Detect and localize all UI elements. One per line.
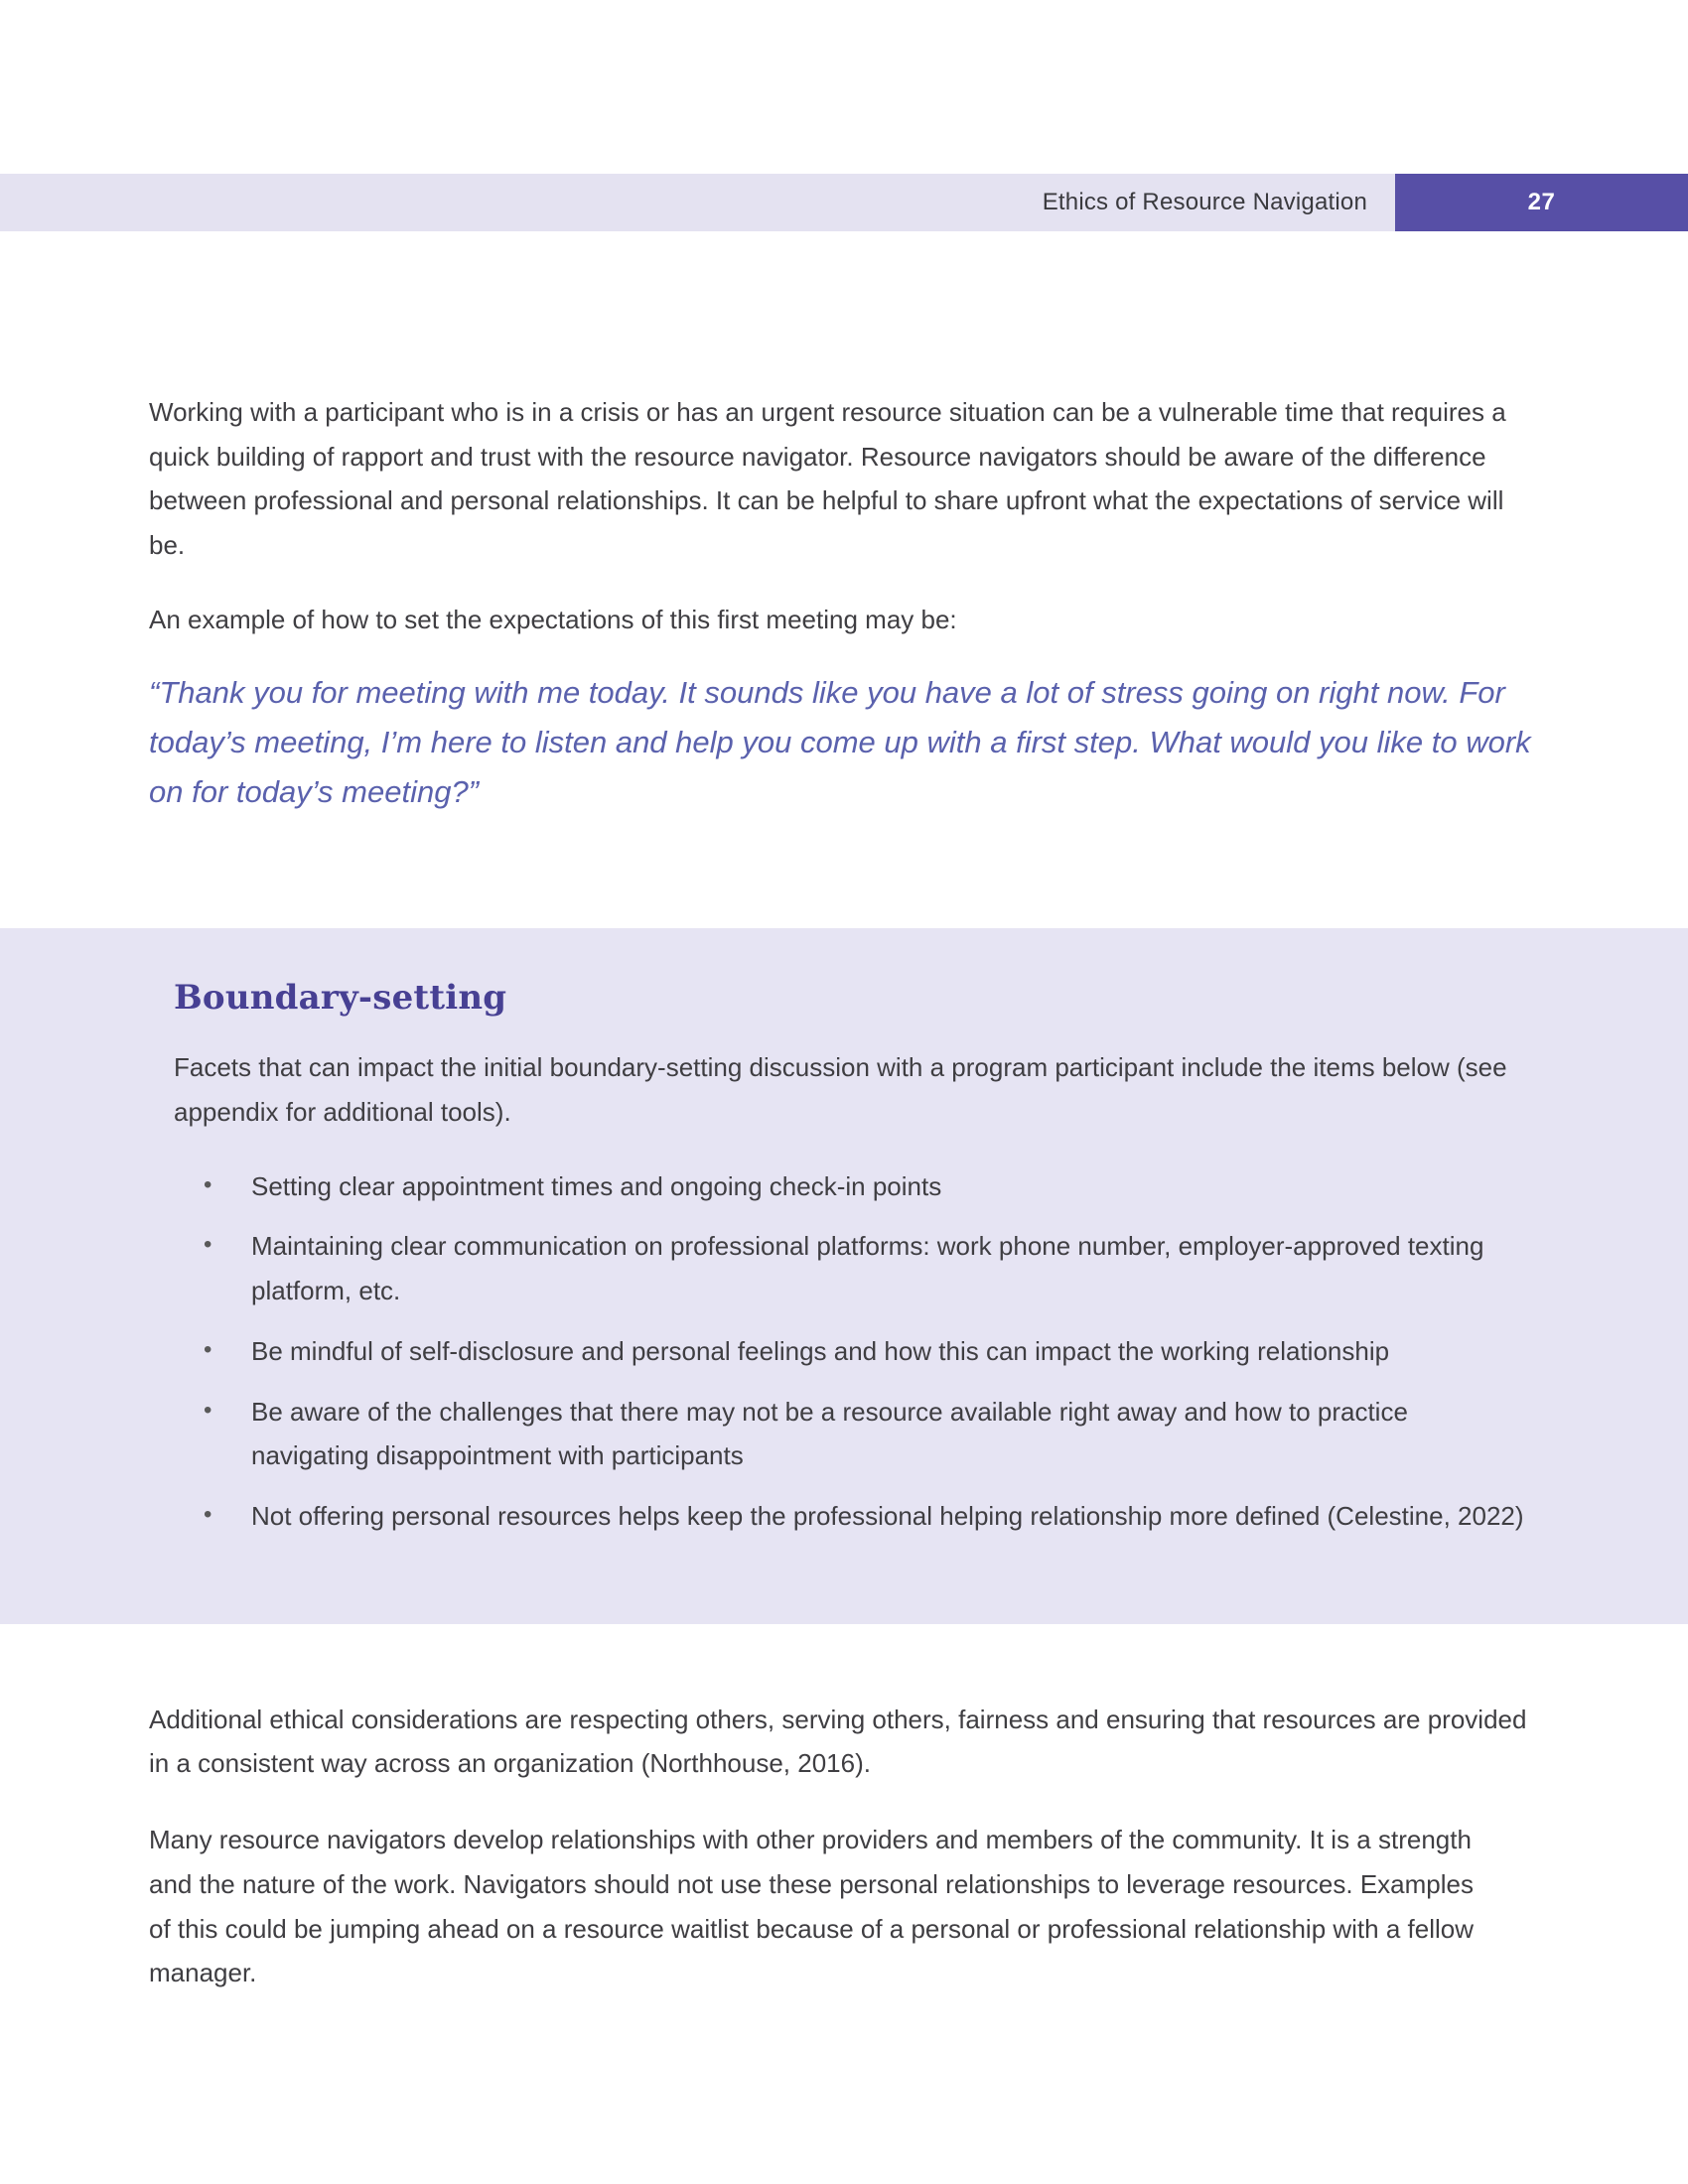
intro-paragraph: Working with a participant who is in a crisis or has an urgent resource situation can be a vulnerable time that requires a quick building of rapport and trust with the resource navigator. Resource navigators should be aware of the difference between professional and personal relationships. It can be helpful to share upfront what the expectations of service will be.: [149, 397, 1506, 561]
closing-paragraph-2: Many resource navigators develop relationships with other providers and members of the community. It is a strength and the nature of the work. Navigators should not use these personal relationships to leverage resources. Examples of this could be jumping ahead on a resource waitlist because of a personal or professional relationship with a fellow manager.: [149, 1825, 1474, 1988]
example-lead-in: An example of how to set the expectations of this first meeting may be:: [149, 604, 957, 634]
running-header-title: Ethics of Resource Navigation: [1042, 189, 1367, 215]
page-number: 27: [1527, 189, 1556, 215]
bullet-item: • Maintaining clear communication on professional platforms: work phone number, employer-approved texting platform, etc.: [174, 1224, 1529, 1312]
example-quote: “Thank you for meeting with me today. It sounds like you have a lot of stress going on right now. For today’s meeting, I’m here to listen and help you come up with a first step. What would you like to work on for today’s meeting?”: [149, 674, 1531, 810]
bullet-item: • Be aware of the challenges that there may not be a resource available right away and how to practice navigating disappointment with participants: [174, 1390, 1529, 1478]
page-number-box: [1395, 174, 1688, 231]
page-header: [0, 174, 1688, 231]
top-margin: [0, 0, 1688, 174]
boundary-setting-callout: [0, 928, 1688, 1623]
callout-intro: Facets that can impact the initial boundary-setting discussion with a program participant include the items below (see appendix for additional tools).: [174, 1052, 1507, 1127]
closing-paragraph-1: Additional ethical considerations are respecting others, serving others, fairness and ensuring that resources are provided in a consistent way across an organization (Northhouse, 2016).: [149, 1704, 1527, 1779]
body-content: [0, 390, 1688, 817]
closing-content: [0, 1698, 1688, 1995]
boundary-bullet-list: [174, 1164, 1529, 1539]
bullet-item: • Not offering personal resources helps keep the professional helping relationship more defined (Celestine, 2022): [174, 1494, 1529, 1539]
bullet-item: • Setting clear appointment times and ongoing check-in points: [174, 1164, 1529, 1209]
callout-heading: Boundary-setting: [174, 978, 507, 1019]
bullet-item: • Be mindful of self-disclosure and personal feelings and how this can impact the working relationship: [174, 1329, 1529, 1374]
